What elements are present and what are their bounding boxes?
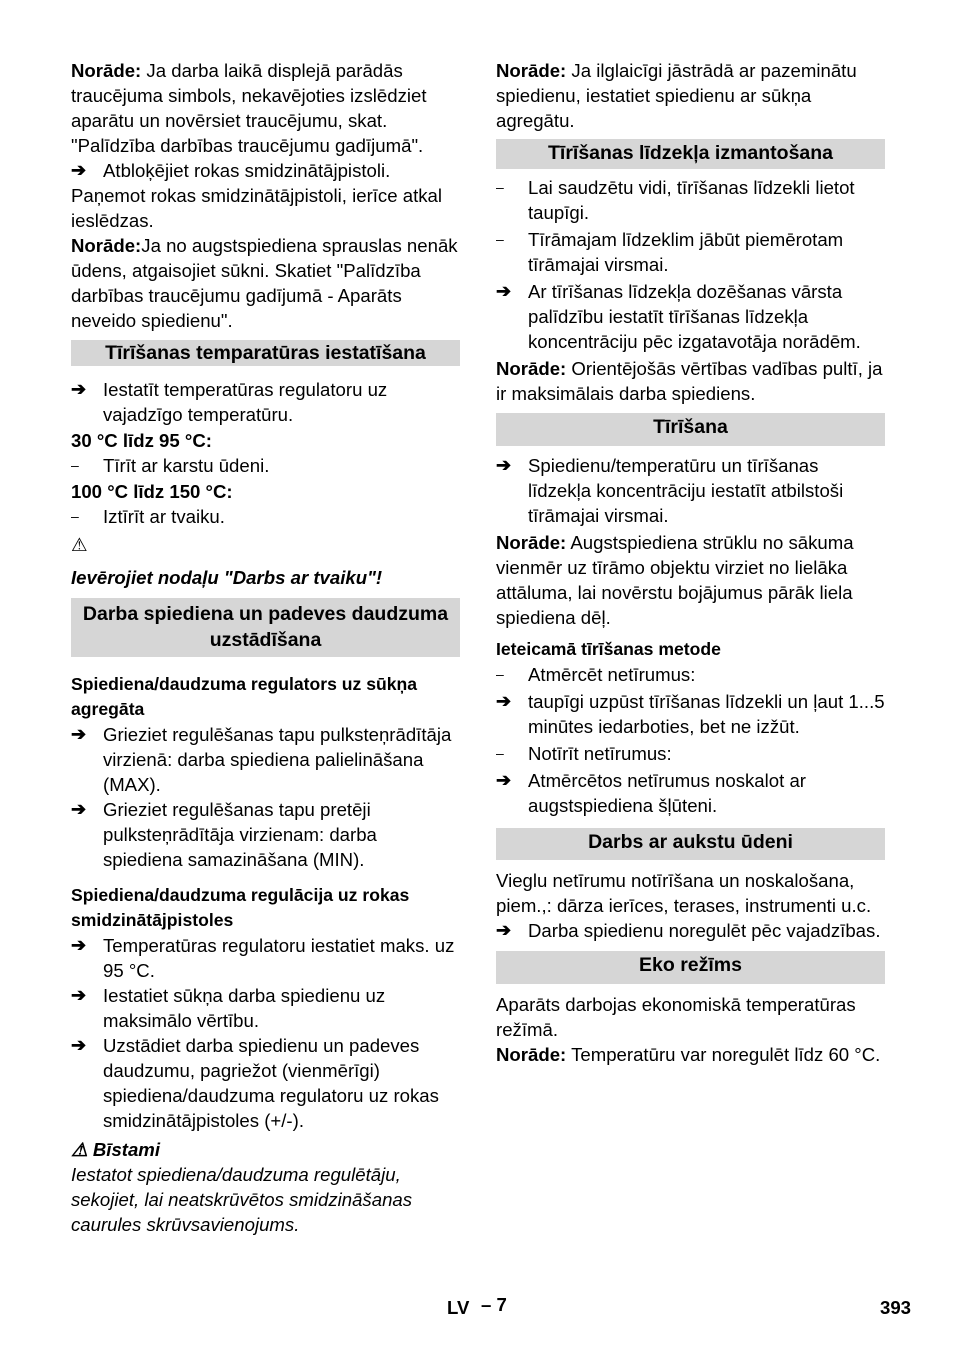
step-item <box>71 158 460 183</box>
note-label: Norāde: <box>496 358 567 379</box>
warning-icon: ⚠ <box>71 1139 88 1160</box>
note-paragraph <box>71 233 460 333</box>
note-paragraph <box>496 356 885 406</box>
list-item <box>496 227 885 277</box>
note-text: Ja ilglaicīgi jāstrādā ar pazeminātu spiedienu, iestatiet spiedienu ar sūkņa agregātu. <box>496 60 857 131</box>
body-paragraph: Paņemot rokas smidzinātājpistoli, ierīce atkal ieslēdzas. <box>71 185 443 231</box>
note-label: Norāde: <box>496 1044 567 1065</box>
range-label: 100 °C līdz 150 °C: <box>71 481 233 502</box>
footer-page-number: 393 <box>880 1297 912 1318</box>
note-text: Temperatūru var noregulēt līdz 60 °C. <box>566 1044 881 1065</box>
right-column <box>496 58 885 1067</box>
dash-icon: – <box>496 231 504 247</box>
danger-label: Bīstami <box>92 1139 161 1160</box>
list-text: Lai saudzētu vidi, tīrīšanas līdzekli lietot taupīgi. <box>528 177 855 223</box>
list-text: Tīrāmajam līdzeklim jābūt piemērotam tīrāmajai virsmai. <box>528 229 844 275</box>
steam-note: Ievērojiet nodaļu "Darbs ar tvaiku"! <box>71 567 383 588</box>
dash-icon: – <box>71 508 79 524</box>
note-paragraph <box>496 1042 885 1067</box>
subheading: Spiediena/daudzuma regulators uz sūkņa agregāta <box>71 674 418 719</box>
step-text: Darba spiedienu noregulēt pēc vajadzības. <box>528 920 881 941</box>
arrow-icon: ➔ <box>496 920 512 940</box>
body-paragraph: Aparāts darbojas ekonomiskā temperatūras režīmā. <box>496 994 856 1040</box>
note-text: Orientējošās vērtības vadības pultī, ja ir maksimālais darba spiediens. <box>496 358 883 404</box>
arrow-icon: ➔ <box>71 724 87 744</box>
dash-icon: – <box>496 745 504 761</box>
note-text: Ja darba laikā displejā parādās traucējuma simbols, nekavējoties izslēdziet aparātu un novērsiet traucējumu, skat. "Palīdzība darbības traucējumu gadījumā". <box>71 60 427 156</box>
arrow-icon: ➔ <box>71 935 87 955</box>
step-item <box>496 453 885 528</box>
step-text: Uzstādiet darba spiedienu un padeves daudzumu, pagriežot (vienmērīgi) spiediena/daudzuma regulatoru uz rokas smidzinātājpistoles (+/-). <box>103 1035 439 1131</box>
step-text: Iestatiet sūkņa darba spiedienu uz maksimālo vērtību. <box>103 985 386 1031</box>
section-heading-pressure: Darba spiediena un padeves daudzuma uzstādīšana <box>71 598 460 657</box>
footer-local-page: – 7 <box>481 1294 507 1315</box>
step-text: Ar tīrīšanas līdzekļa dozēšanas vārsta palīdzību iestatīt tīrīšanas līdzekļa koncentrāciju pēc izgatavotāja norādēm. <box>528 281 861 352</box>
arrow-icon: ➔ <box>496 281 512 301</box>
note-text: Augstspiediena strūklu no sākuma vienmēr uz tīrāmo objektu virziet no lielāka attāluma, lai novērstu bojājumus pārāk liela spiediena dēļ. <box>496 532 854 628</box>
step-item <box>71 377 460 427</box>
note-paragraph <box>496 530 885 630</box>
step-text: Grieziet regulēšanas tapu pulksteņrādītāja virzienā: darba spiediena palielināšana (MAX). <box>103 724 452 795</box>
note-label: Norāde: <box>71 235 142 256</box>
arrow-icon: ➔ <box>71 379 87 399</box>
section-heading-detergent: Tīrīšanas līdzekļa izmantošana <box>496 139 885 169</box>
step-text: taupīgi uzpūst tīrīšanas līdzekli un ļaut 1...5 minūtes iedarboties, bet ne izžūt. <box>528 691 885 737</box>
step-item <box>71 722 460 797</box>
step-item <box>496 768 885 818</box>
step-item <box>496 918 885 943</box>
footer-language: LV <box>447 1297 470 1318</box>
note-label: Norāde: <box>71 60 142 81</box>
step-text: Atbloķējiet rokas smidzinātājpistoli. <box>103 160 391 181</box>
arrow-icon: ➔ <box>496 691 512 711</box>
warning-icon: ⚠ <box>71 534 88 555</box>
left-column <box>71 58 460 1237</box>
note-text: Ja no augstspiediena sprauslas nenāk ūdens, atgaisojiet sūkni. Skatiet "Palīdzība darbības traucējumu gadījumā - Aparāts neveido spiedienu". <box>71 235 458 331</box>
step-item <box>71 933 460 983</box>
note-label: Norāde: <box>496 532 567 553</box>
range-label: 30 °C līdz 95 °C: <box>71 430 212 451</box>
arrow-icon: ➔ <box>71 985 87 1005</box>
step-item <box>71 797 460 872</box>
step-item <box>496 689 885 739</box>
step-text: Iestatīt temperatūras regulatoru uz vajadzīgo temperatūru. <box>103 379 388 425</box>
dash-icon: – <box>496 179 504 195</box>
step-text: Spiedienu/temperatūru un tīrīšanas līdzekļa koncentrāciju iestatīt atbilstoši tīrāmajai virsmai. <box>528 455 844 526</box>
step-text: Atmērcētos netīrumus noskalot ar augstspiediena šļūteni. <box>528 770 806 816</box>
list-item <box>496 662 885 687</box>
body-paragraph: Vieglu netīrumu notīrīšana un noskalošana, piem.,: dārza ierīces, terases, instrumenti u.c. <box>496 870 872 916</box>
arrow-icon: ➔ <box>496 770 512 790</box>
section-heading-temperature: Tīrīšanas temparatūras iestatīšana <box>71 340 460 366</box>
list-item <box>496 741 885 766</box>
list-text: Tīrīt ar karstu ūdeni. <box>103 455 270 476</box>
section-heading-cleaning: Tīrīšana <box>496 413 885 446</box>
arrow-icon: ➔ <box>71 799 87 819</box>
arrow-icon: ➔ <box>71 160 87 180</box>
arrow-icon: ➔ <box>496 455 512 475</box>
note-paragraph <box>71 58 460 158</box>
section-heading-cold-water: Darbs ar aukstu ūdeni <box>496 828 885 860</box>
list-item <box>71 504 460 529</box>
step-text: Temperatūras regulatoru iestatiet maks. uz 95 °C. <box>103 935 455 981</box>
dash-icon: – <box>71 457 79 473</box>
subheading: Spiediena/daudzuma regulācija uz rokas smidzinātājpistoles <box>71 885 410 930</box>
section-heading-eco-mode: Eko režīms <box>496 951 885 984</box>
step-item <box>71 1033 460 1133</box>
list-item <box>71 453 460 478</box>
list-text: Notīrīt netīrumus: <box>528 743 672 764</box>
danger-text: Iestatot spiediena/daudzuma regulētāju, sekojiet, lai neatskrūvētos smidzināšanas caurules skrūvsavienojums. <box>71 1164 413 1235</box>
step-item <box>496 279 885 354</box>
dash-icon: – <box>496 666 504 682</box>
step-item <box>71 983 460 1033</box>
note-paragraph <box>496 58 885 133</box>
list-text: Iztīrīt ar tvaiku. <box>103 506 225 527</box>
danger-heading <box>71 1137 460 1162</box>
step-text: Grieziet regulēšanas tapu pretēji pulksteņrādītāja virzienam: darba spiediena samazināšana (MIN). <box>103 799 377 870</box>
subheading: Ieteicamā tīrīšanas metode <box>496 639 721 659</box>
list-text: Atmērcēt netīrumus: <box>528 664 696 685</box>
arrow-icon: ➔ <box>71 1035 87 1055</box>
list-item <box>496 175 885 225</box>
note-label: Norāde: <box>496 60 567 81</box>
